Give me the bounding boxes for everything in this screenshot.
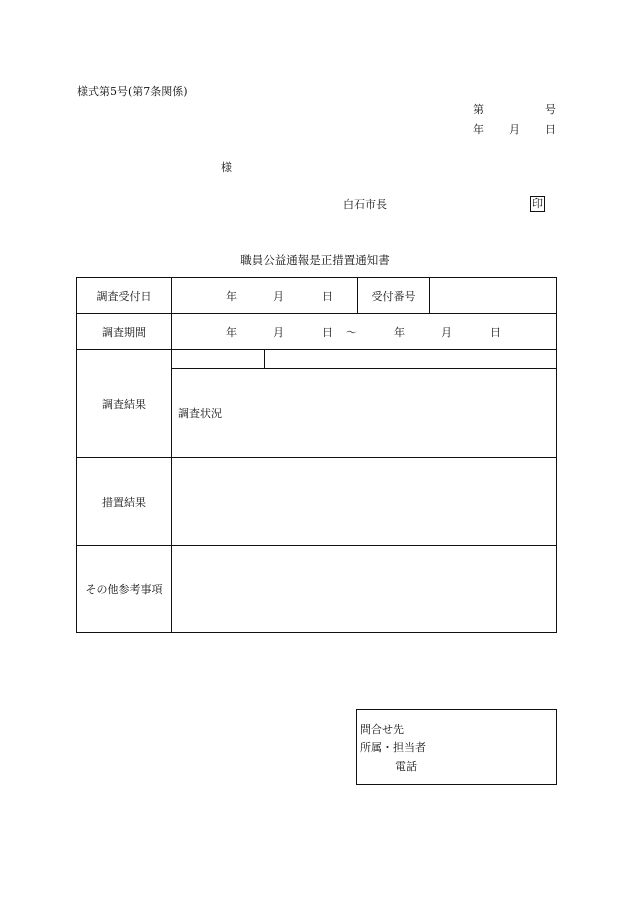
measures-result-label: 措置結果 <box>102 495 146 509</box>
notification-table <box>76 277 557 633</box>
issue-date-year: 年 <box>473 123 484 136</box>
period-start-month: 月 <box>273 326 284 339</box>
investigation-period-label: 調査期間 <box>102 325 146 339</box>
period-end-day: 日 <box>490 326 501 339</box>
period-tilde: ～ <box>346 326 357 339</box>
receipt-date-year: 年 <box>226 290 237 303</box>
issue-date-month: 月 <box>509 123 520 136</box>
addressee-suffix: 様 <box>221 161 232 174</box>
issue-date-day: 日 <box>545 123 556 136</box>
period-end-year: 年 <box>394 326 405 339</box>
receipt-date-label: 調査受付日 <box>96 289 152 303</box>
receipt-date-day: 日 <box>322 290 333 303</box>
period-start-day: 日 <box>322 326 333 339</box>
document-title: 職員公益通報是正措置通知書 <box>240 253 390 267</box>
period-end-month: 月 <box>441 326 452 339</box>
contact-department: 所属・担当者 <box>360 741 426 754</box>
document-number-suffix: 号 <box>545 103 556 116</box>
form-number: 様式第5号(第7条関係) <box>77 85 188 98</box>
issuer-name: 白石市長 <box>343 198 387 211</box>
other-reference-label: その他参考事項 <box>85 583 163 596</box>
receipt-date-month: 月 <box>273 290 284 303</box>
receipt-number-field[interactable] <box>430 278 556 313</box>
investigation-status-label: 調査状況 <box>178 407 222 420</box>
contact-phone: 電話 <box>395 760 417 773</box>
contact-title: 問合せ先 <box>360 723 404 736</box>
document-number-label: 第 <box>473 103 484 116</box>
seal-mark: 印 <box>532 197 543 210</box>
period-start-year: 年 <box>226 326 237 339</box>
investigation-result-label: 調査結果 <box>102 397 146 411</box>
contact-box <box>356 709 557 785</box>
receipt-number-label: 受付番号 <box>371 289 416 303</box>
